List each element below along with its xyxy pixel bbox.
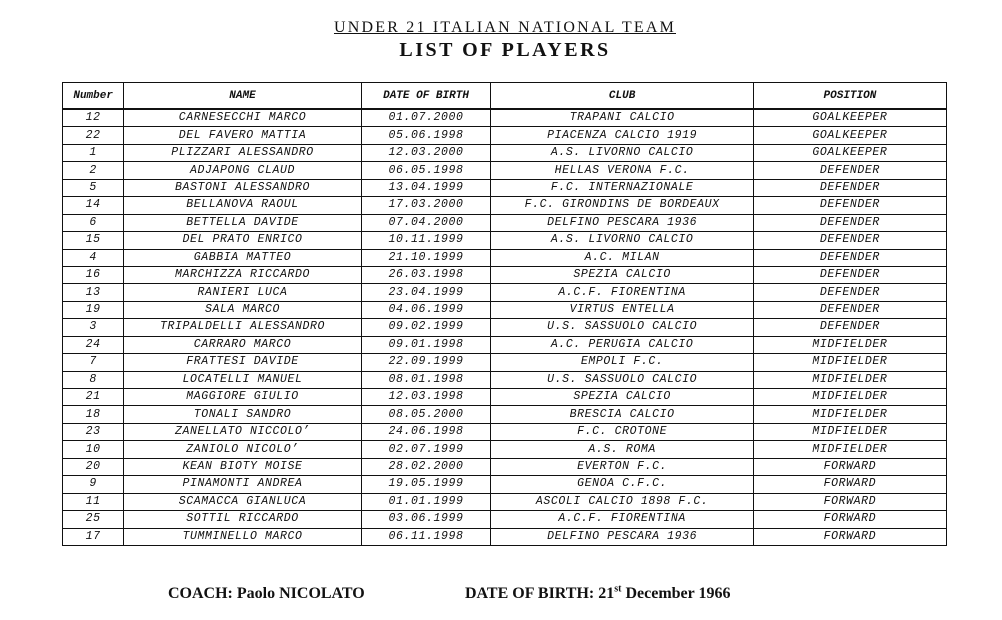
player-number: 3 xyxy=(63,319,124,336)
player-position: GOALKEEPER xyxy=(753,127,946,144)
player-name: RANIERI LUCA xyxy=(124,284,361,301)
player-date-of-birth: 03.06.1999 xyxy=(361,511,491,528)
table-row xyxy=(63,423,947,440)
player-name: GABBIA MATTEO xyxy=(124,249,361,266)
player-number: 20 xyxy=(63,458,124,475)
table-row xyxy=(63,197,947,214)
player-club: HELLAS VERONA F.C. xyxy=(491,162,753,179)
player-number: 21 xyxy=(63,389,124,406)
column-header-club: CLUB xyxy=(491,83,753,110)
player-number: 4 xyxy=(63,249,124,266)
player-name: DEL FAVERO MATTIA xyxy=(124,127,361,144)
player-position: DEFENDER xyxy=(753,232,946,249)
table-row xyxy=(63,336,947,353)
player-date-of-birth: 17.03.2000 xyxy=(361,197,491,214)
player-name: ZANIOLO NICOLO’ xyxy=(124,441,361,458)
player-club: VIRTUS ENTELLA xyxy=(491,301,753,318)
player-club: U.S. SASSUOLO CALCIO xyxy=(491,319,753,336)
player-name: SALA MARCO xyxy=(124,301,361,318)
player-position: DEFENDER xyxy=(753,162,946,179)
player-number: 1 xyxy=(63,144,124,161)
player-name: FRATTESI DAVIDE xyxy=(124,354,361,371)
player-number: 2 xyxy=(63,162,124,179)
player-number: 25 xyxy=(63,511,124,528)
player-name: ADJAPONG CLAUD xyxy=(124,162,361,179)
table-row xyxy=(63,301,947,318)
player-number: 19 xyxy=(63,301,124,318)
player-name: SOTTIL RICCARDO xyxy=(124,511,361,528)
coach-dob-suffix: December 1966 xyxy=(621,585,731,602)
player-number: 18 xyxy=(63,406,124,423)
table-row xyxy=(63,232,947,249)
player-name: ZANELLATO NICCOLO’ xyxy=(124,423,361,440)
player-number: 5 xyxy=(63,179,124,196)
player-club: SPEZIA CALCIO xyxy=(491,389,753,406)
player-club: A.C.F. FIORENTINA xyxy=(491,511,753,528)
player-date-of-birth: 13.04.1999 xyxy=(361,179,491,196)
table-header-row xyxy=(63,83,947,110)
player-position: DEFENDER xyxy=(753,266,946,283)
player-position: FORWARD xyxy=(753,476,946,493)
player-position: MIDFIELDER xyxy=(753,441,946,458)
table-row xyxy=(63,354,947,371)
player-club: A.S. LIVORNO CALCIO xyxy=(491,232,753,249)
table-row xyxy=(63,458,947,475)
player-date-of-birth: 12.03.2000 xyxy=(361,144,491,161)
player-date-of-birth: 12.03.1998 xyxy=(361,389,491,406)
player-club: DELFINO PESCARA 1936 xyxy=(491,214,753,231)
player-position: MIDFIELDER xyxy=(753,423,946,440)
table-row xyxy=(63,319,947,336)
table-row xyxy=(63,144,947,161)
player-number: 7 xyxy=(63,354,124,371)
player-date-of-birth: 28.02.2000 xyxy=(361,458,491,475)
player-number: 23 xyxy=(63,423,124,440)
player-position: GOALKEEPER xyxy=(753,109,946,127)
player-position: DEFENDER xyxy=(753,197,946,214)
player-club: BRESCIA CALCIO xyxy=(491,406,753,423)
coach-name: COACH: Paolo NICOLATO xyxy=(168,585,365,602)
player-date-of-birth: 04.06.1999 xyxy=(361,301,491,318)
player-position: FORWARD xyxy=(753,528,946,545)
player-club: EMPOLI F.C. xyxy=(491,354,753,371)
player-date-of-birth: 05.06.1998 xyxy=(361,127,491,144)
player-date-of-birth: 01.07.2000 xyxy=(361,109,491,127)
player-position: DEFENDER xyxy=(753,319,946,336)
player-date-of-birth: 19.05.1999 xyxy=(361,476,491,493)
player-number: 9 xyxy=(63,476,124,493)
player-club: F.C. INTERNAZIONALE xyxy=(491,179,753,196)
player-club: ASCOLI CALCIO 1898 F.C. xyxy=(491,493,753,510)
title-block xyxy=(0,18,1002,62)
table-row xyxy=(63,371,947,388)
player-club: F.C. CROTONE xyxy=(491,423,753,440)
player-date-of-birth: 08.05.2000 xyxy=(361,406,491,423)
player-position: MIDFIELDER xyxy=(753,354,946,371)
footer xyxy=(0,585,1002,609)
table-row xyxy=(63,179,947,196)
player-number: 17 xyxy=(63,528,124,545)
player-position: GOALKEEPER xyxy=(753,144,946,161)
coach-date-of-birth xyxy=(465,585,730,603)
player-club: DELFINO PESCARA 1936 xyxy=(491,528,753,545)
table-row xyxy=(63,511,947,528)
player-date-of-birth: 09.02.1999 xyxy=(361,319,491,336)
player-number: 8 xyxy=(63,371,124,388)
player-name: DEL PRATO ENRICO xyxy=(124,232,361,249)
player-club: A.C. PERUGIA CALCIO xyxy=(491,336,753,353)
player-club: GENOA C.F.C. xyxy=(491,476,753,493)
table-row xyxy=(63,249,947,266)
player-date-of-birth: 26.03.1998 xyxy=(361,266,491,283)
column-header-name: NAME xyxy=(124,83,361,110)
table-row xyxy=(63,162,947,179)
player-date-of-birth: 09.01.1998 xyxy=(361,336,491,353)
player-position: FORWARD xyxy=(753,458,946,475)
players-table xyxy=(62,82,947,546)
player-club: A.C.F. FIORENTINA xyxy=(491,284,753,301)
player-number: 6 xyxy=(63,214,124,231)
player-number: 12 xyxy=(63,109,124,127)
table-row xyxy=(63,528,947,545)
table-row xyxy=(63,476,947,493)
player-name: MAGGIORE GIULIO xyxy=(124,389,361,406)
player-name: BETTELLA DAVIDE xyxy=(124,214,361,231)
player-club: U.S. SASSUOLO CALCIO xyxy=(491,371,753,388)
player-name: PLIZZARI ALESSANDRO xyxy=(124,144,361,161)
document-subtitle: UNDER 21 ITALIAN NATIONAL TEAM xyxy=(333,19,676,36)
player-club: A.S. LIVORNO CALCIO xyxy=(491,144,753,161)
player-position: DEFENDER xyxy=(753,214,946,231)
coach-dob-ordinal: st xyxy=(614,583,622,595)
table-row xyxy=(63,266,947,283)
player-club: TRAPANI CALCIO xyxy=(491,109,753,127)
table-row xyxy=(63,284,947,301)
player-date-of-birth: 07.04.2000 xyxy=(361,214,491,231)
table-row xyxy=(63,214,947,231)
player-name: BASTONI ALESSANDRO xyxy=(124,179,361,196)
table-row xyxy=(63,109,947,127)
coach-dob-prefix: DATE OF BIRTH: 21 xyxy=(465,585,615,602)
player-date-of-birth: 08.01.1998 xyxy=(361,371,491,388)
player-name: SCAMACCA GIANLUCA xyxy=(124,493,361,510)
table-row xyxy=(63,406,947,423)
player-number: 11 xyxy=(63,493,124,510)
player-name: CARRARO MARCO xyxy=(124,336,361,353)
player-club: PIACENZA CALCIO 1919 xyxy=(491,127,753,144)
player-name: LOCATELLI MANUEL xyxy=(124,371,361,388)
player-name: TUMMINELLO MARCO xyxy=(124,528,361,545)
player-number: 22 xyxy=(63,127,124,144)
players-table-body xyxy=(63,109,947,545)
player-date-of-birth: 01.01.1999 xyxy=(361,493,491,510)
player-date-of-birth: 06.05.1998 xyxy=(361,162,491,179)
player-club: A.C. MILAN xyxy=(491,249,753,266)
player-date-of-birth: 02.07.1999 xyxy=(361,441,491,458)
table-row xyxy=(63,493,947,510)
player-club: SPEZIA CALCIO xyxy=(491,266,753,283)
player-date-of-birth: 23.04.1999 xyxy=(361,284,491,301)
table-row xyxy=(63,389,947,406)
player-position: MIDFIELDER xyxy=(753,336,946,353)
player-name: MARCHIZZA RICCARDO xyxy=(124,266,361,283)
player-number: 13 xyxy=(63,284,124,301)
player-date-of-birth: 21.10.1999 xyxy=(361,249,491,266)
player-name: TONALI SANDRO xyxy=(124,406,361,423)
player-name: CARNESECCHI MARCO xyxy=(124,109,361,127)
player-name: PINAMONTI ANDREA xyxy=(124,476,361,493)
player-club: A.S. ROMA xyxy=(491,441,753,458)
player-name: KEAN BIOTY MOISE xyxy=(124,458,361,475)
column-header-position: POSITION xyxy=(753,83,946,110)
player-number: 16 xyxy=(63,266,124,283)
player-date-of-birth: 10.11.1999 xyxy=(361,232,491,249)
player-position: DEFENDER xyxy=(753,179,946,196)
player-date-of-birth: 06.11.1998 xyxy=(361,528,491,545)
player-club: EVERTON F.C. xyxy=(491,458,753,475)
table-row xyxy=(63,441,947,458)
player-position: MIDFIELDER xyxy=(753,406,946,423)
player-position: FORWARD xyxy=(753,511,946,528)
table-row xyxy=(63,127,947,144)
column-header-date-of-birth: DATE OF BIRTH xyxy=(361,83,491,110)
player-number: 14 xyxy=(63,197,124,214)
player-name: TRIPALDELLI ALESSANDRO xyxy=(124,319,361,336)
player-position: FORWARD xyxy=(753,493,946,510)
player-position: DEFENDER xyxy=(753,284,946,301)
document-title: LIST OF PLAYERS xyxy=(399,39,611,61)
player-name: BELLANOVA RAOUL xyxy=(124,197,361,214)
player-date-of-birth: 22.09.1999 xyxy=(361,354,491,371)
player-date-of-birth: 24.06.1998 xyxy=(361,423,491,440)
column-header-number: Number xyxy=(63,83,124,110)
player-position: MIDFIELDER xyxy=(753,389,946,406)
player-position: DEFENDER xyxy=(753,249,946,266)
player-club: F.C. GIRONDINS DE BORDEAUX xyxy=(491,197,753,214)
player-position: MIDFIELDER xyxy=(753,371,946,388)
player-number: 24 xyxy=(63,336,124,353)
player-number: 10 xyxy=(63,441,124,458)
player-position: DEFENDER xyxy=(753,301,946,318)
player-number: 15 xyxy=(63,232,124,249)
